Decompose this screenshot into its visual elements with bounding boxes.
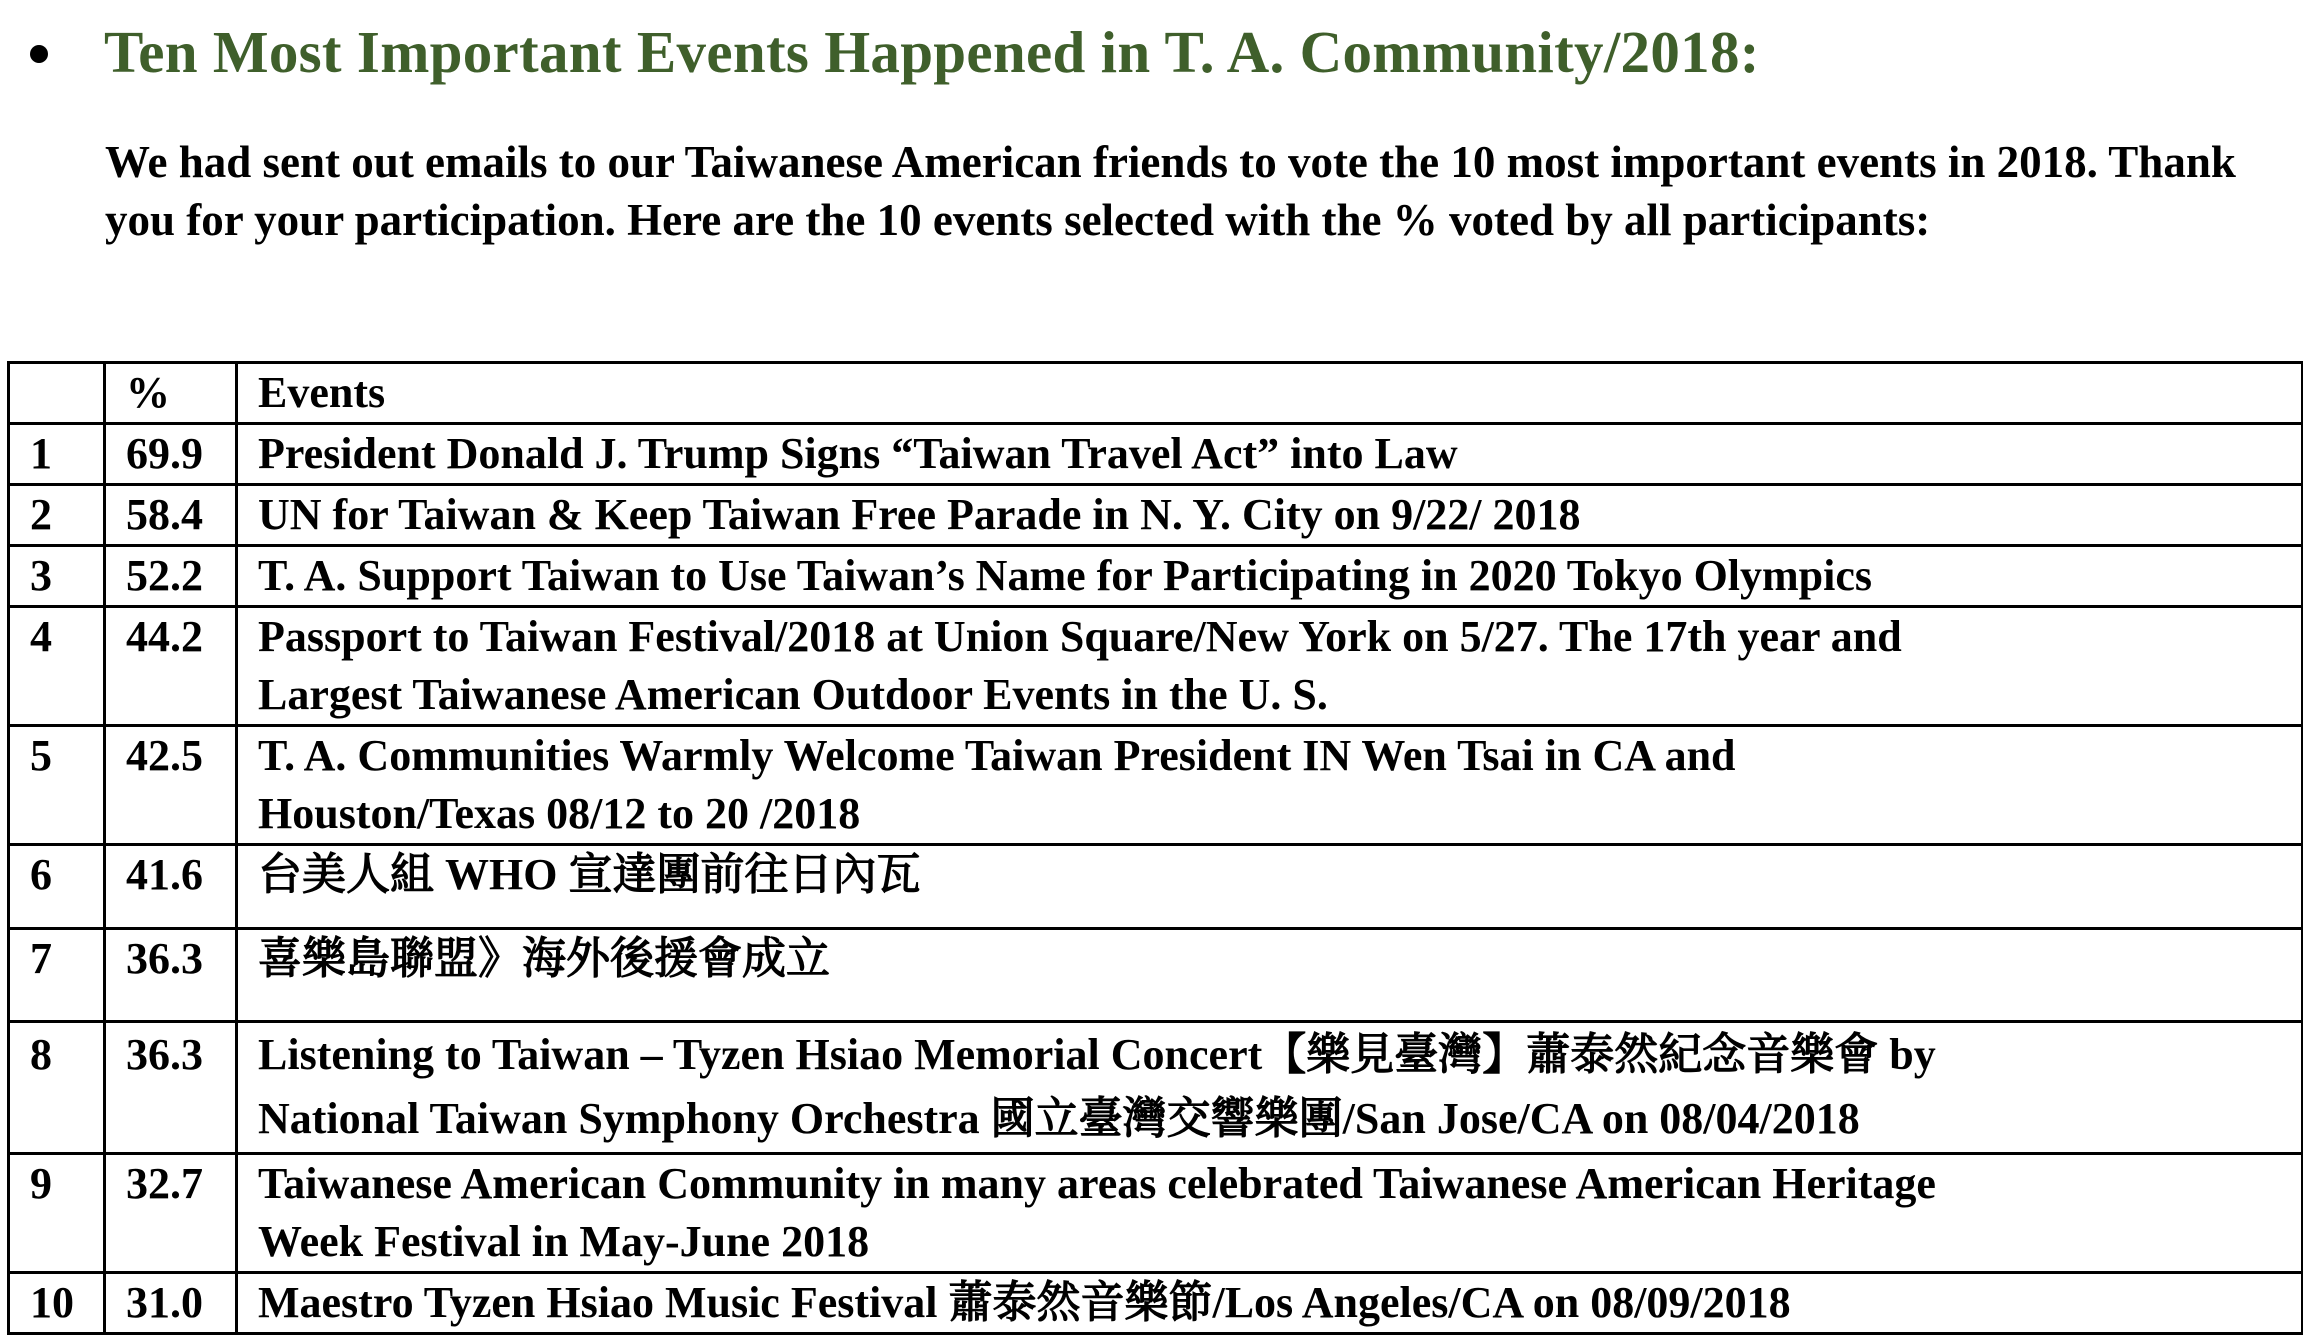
intro-paragraph: We had sent out emails to our Taiwanese American friends to vote the 10 most important events in 2018. Thank you for your participation. Here are the 10 events selected with the % voted by all participants: — [105, 137, 2236, 245]
event-text: National Taiwan Symphony Orchestra 國立臺灣交響樂團/San Jose/CA on 08/04/2018 — [258, 1094, 1860, 1143]
table-row — [9, 1022, 2303, 1154]
table-row — [9, 726, 2303, 845]
event-text: President Donald J. Trump Signs “Taiwan Travel Act” into Law — [258, 429, 1458, 478]
rank-cell: 1 — [9, 424, 105, 485]
rank-cell: 7 — [9, 929, 105, 1022]
table-row — [9, 485, 2303, 546]
percent-cell: 44.2 — [105, 607, 237, 726]
event-cell — [237, 546, 2303, 607]
rank-cell: 4 — [9, 607, 105, 726]
table-row — [9, 929, 2303, 1022]
percent-cell: 36.3 — [105, 929, 237, 1022]
header-events: Events — [237, 363, 2303, 424]
percent-cell: 36.3 — [105, 1022, 237, 1154]
percent-cell: 58.4 — [105, 485, 237, 546]
percent-cell: 52.2 — [105, 546, 237, 607]
percent-cell: 41.6 — [105, 845, 237, 929]
event-text: 喜樂島聯盟》海外後援會成立 — [258, 934, 830, 983]
event-text: T. A. Support Taiwan to Use Taiwan’s Name for Participating in 2020 Tokyo Olympics — [258, 551, 1873, 600]
event-cell — [237, 485, 2303, 546]
event-text: Houston/Texas 08/12 to 20 /2018 — [258, 789, 861, 838]
rank-cell: 5 — [9, 726, 105, 845]
percent-cell: 31.0 — [105, 1273, 237, 1334]
header-percent: % — [105, 363, 237, 424]
event-text: 台美人組 WHO 宣達團前往日內瓦 — [258, 850, 921, 899]
event-cell — [237, 726, 2303, 845]
rank-cell: 10 — [9, 1273, 105, 1334]
event-text: Largest Taiwanese American Outdoor Events in the U. S. — [258, 670, 1328, 719]
events-table — [7, 361, 2303, 1335]
event-text: UN for Taiwan & Keep Taiwan Free Parade in N. Y. City on 9/22/ 2018 — [258, 490, 1581, 539]
table-row — [9, 1273, 2303, 1334]
table-row — [9, 1154, 2303, 1273]
rank-cell: 2 — [9, 485, 105, 546]
event-text: Listening to Taiwan – Tyzen Hsiao Memorial Concert【樂見臺灣】蕭泰然紀念音樂會 by — [258, 1030, 1936, 1079]
event-text: T. A. Communities Warmly Welcome Taiwan President IN Wen Tsai in CA and — [258, 731, 1736, 780]
event-cell — [237, 1022, 2303, 1154]
event-cell — [237, 1273, 2303, 1334]
percent-cell: 69.9 — [105, 424, 237, 485]
event-cell — [237, 1154, 2303, 1273]
table-row — [9, 845, 2303, 929]
bullet-icon — [30, 45, 48, 63]
event-text: Maestro Tyzen Hsiao Music Festival 蕭泰然音樂節/Los Angeles/CA on 08/09/2018 — [258, 1278, 1791, 1327]
event-text: Passport to Taiwan Festival/2018 at Union Square/New York on 5/27. The 17th year and — [258, 612, 1902, 661]
table-row — [9, 424, 2303, 485]
event-text: Taiwanese American Community in many areas celebrated Taiwanese American Heritage — [258, 1159, 1936, 1208]
rank-cell: 9 — [9, 1154, 105, 1273]
header-rank — [9, 363, 105, 424]
rank-cell: 8 — [9, 1022, 105, 1154]
event-cell — [237, 845, 2303, 929]
event-cell — [237, 929, 2303, 1022]
table-header-row — [9, 363, 2303, 424]
table-row — [9, 546, 2303, 607]
page-heading — [30, 12, 1760, 92]
rank-cell: 6 — [9, 845, 105, 929]
event-cell — [237, 424, 2303, 485]
event-cell — [237, 607, 2303, 726]
percent-cell: 32.7 — [105, 1154, 237, 1273]
rank-cell: 3 — [9, 546, 105, 607]
event-text: Week Festival in May-June 2018 — [258, 1217, 870, 1266]
percent-cell: 42.5 — [105, 726, 237, 845]
page-title: Ten Most Important Events Happened in T. A. Community/2018: — [104, 18, 1760, 85]
table-row — [9, 607, 2303, 726]
